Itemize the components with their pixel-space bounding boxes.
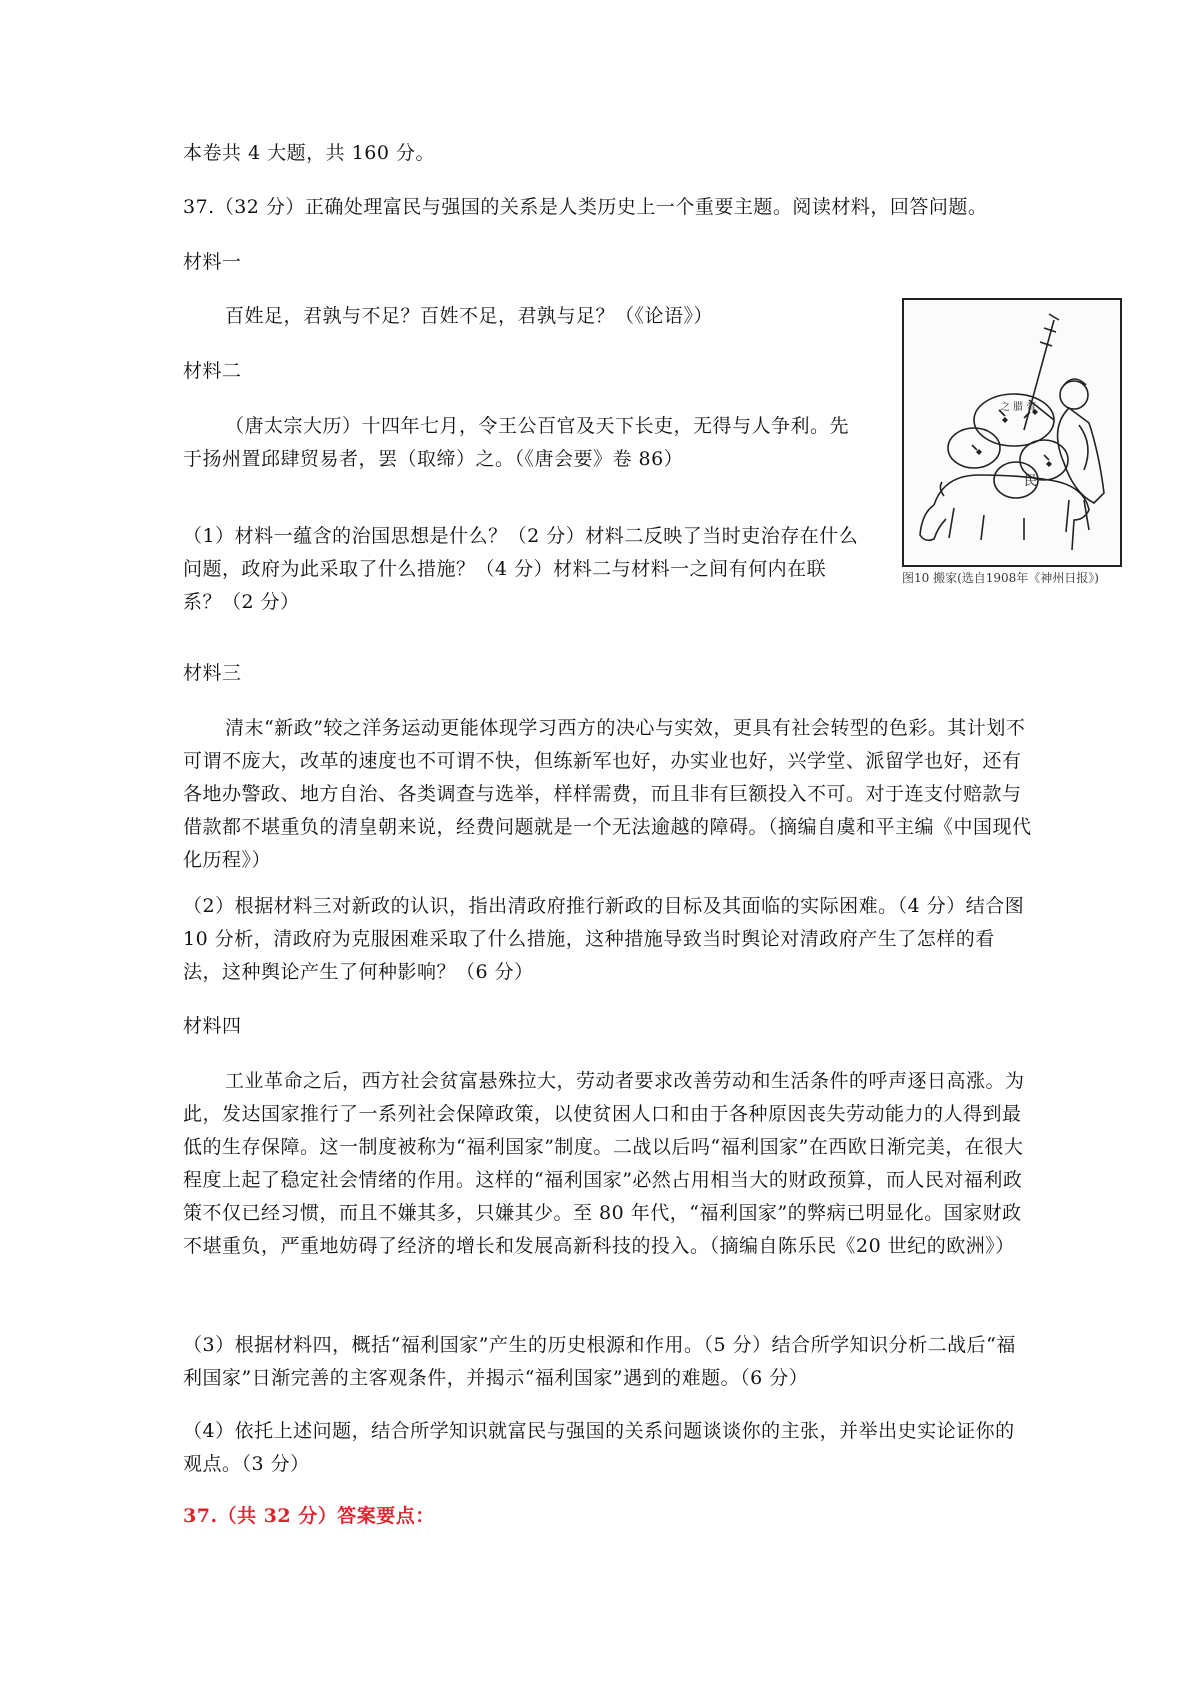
material3-text: 清末“新政”较之洋务运动更能体现学习西方的决心与实效，更具有社会转型的色彩。其计划不可谓不庞大，改革的速度也不可谓不快，但练新军也好，办实业也好，兴学堂、派留学也好，还有各地办警政、地方自治、各类调查与选举，样样需费，而且非有巨额投入不可。对于连支付赔款与借款都不堪重负的清皇朝来说，经费问题就是一个无法逾越的障碍。（摘编自虞和平主编《中国现代化历程》） (183, 717, 1032, 871)
material1-label: 材料一 (183, 251, 242, 273)
figure-10 (902, 298, 1120, 598)
material2-text: （唐太宗大历）十四年七月，令王公百官及天下长吏，无得与人争利。先于扬州置邱肆贸易者，罢（取缔）之。（《唐会要》卷 86） (183, 415, 850, 470)
sub-question-4: （4）依托上述问题，结合所学知识就富民与强国的关系问题谈谈你的主张，并举出史实论证你的观点。（3 分） (183, 1420, 1015, 1475)
cartoon-illustration-icon (902, 298, 1122, 567)
material3-label: 材料三 (183, 662, 242, 684)
sub-question-2: （2）根据材料三对新政的认识，指出清政府推行新政的目标及其面临的实际困难。（4 分）结合图 10 分析，清政府为克服困难采取了什么措施，这种措施导致当时舆论对清政府产生了怎样的看法，这种舆论产生了何种影响？（6 分） (183, 895, 1025, 983)
cartoon-drawing (904, 300, 1120, 565)
sub-question-3: （3）根据材料四，概括“福利国家”产生的历史根源和作用。（5 分）结合所学知识分析二战后“福利国家”日渐完善的主客观条件，并揭示“福利国家”遇到的难题。（6 分） (183, 1334, 1016, 1389)
question-stem: 37.（32 分）正确处理富民与强国的关系是人类历史上一个重要主题。阅读材料，回答问题。 (183, 196, 988, 218)
material1-text: 百姓足，君孰与不足？百姓不足，君孰与足？（《论语》） (225, 305, 714, 327)
material4-label: 材料四 (183, 1015, 242, 1037)
cartoon-label-people: 民 (1024, 474, 1038, 489)
figure-caption: 图10 搬家(选自1908年《神州日报》) (902, 571, 1099, 585)
answer-heading: 37.（共 32 分）答案要点： (183, 1505, 435, 1527)
sub-question-1: （1）材料一蕴含的治国思想是什么？（2 分）材料二反映了当时吏治存在什么问题，政府为此采取了什么措施？（4 分）材料二与材料一之间有何内在联系？（2 分） (183, 525, 859, 613)
material2-label: 材料二 (183, 360, 242, 382)
cartoon-label-sacks: 之 腊 膏 (1000, 402, 1037, 413)
exam-intro: 本卷共 4 大题，共 160 分。 (183, 142, 436, 164)
material4-text: 工业革命之后，西方社会贫富悬殊拉大，劳动者要求改善劳动和生活条件的呼声逐日高涨。为此，发达国家推行了一系列社会保障政策，以使贫困人口和由于各种原因丧失劳动能力的人得到最低的生存保障。这一制度被称为“福利国家”制度。二战以后吗“福利国家”在西欧日渐完美，在很大程度上起了稳定社会情绪的作用。这样的“福利国家”必然占用相当大的财政预算，而人民对福利政策不仅已经习惯，而且不嫌其多，只嫌其少。至 80 年代，“福利国家”的弊病已明显化。国家财政不堪重负，严重地妨碍了经济的增长和发展高新科技的投入。（摘编自陈乐民《20 世纪的欧洲》） (183, 1070, 1025, 1257)
